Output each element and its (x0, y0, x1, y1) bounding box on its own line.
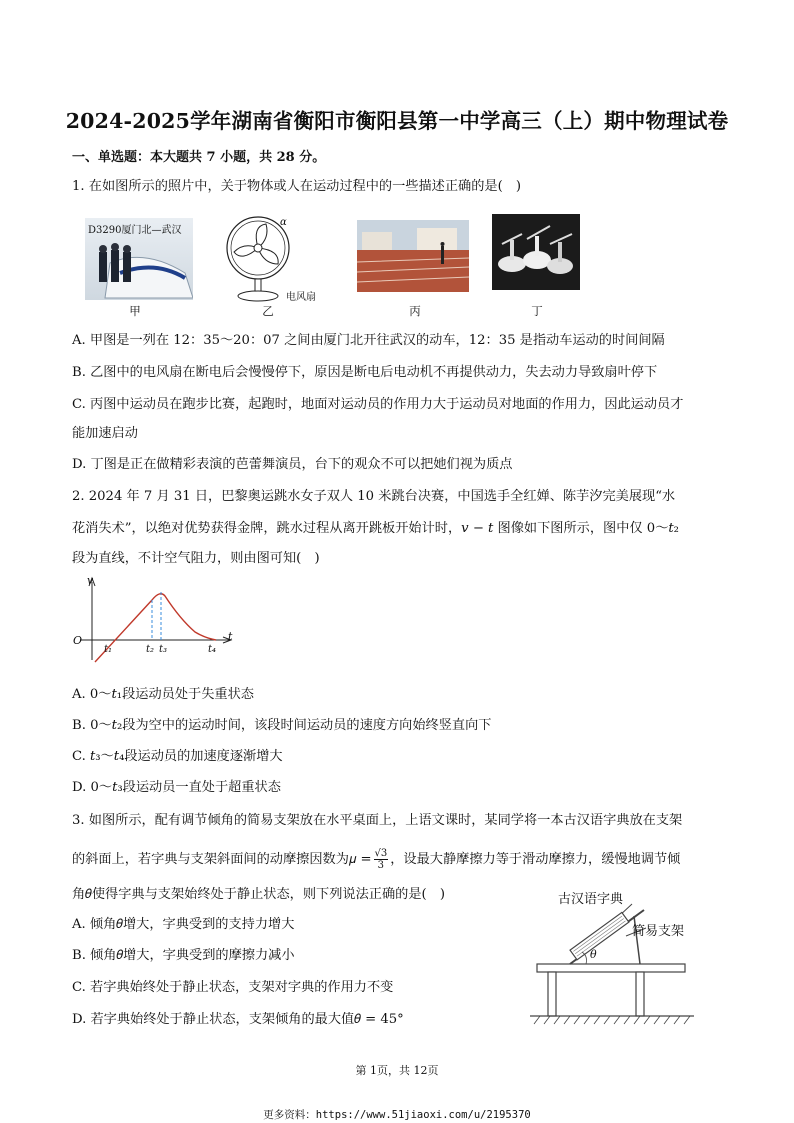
q2-stem-line2: 花消失术”，以绝对优势获得金牌，跳水过程从离开跳板开始计时，𝑣 − 𝑡 图像如下图所示，图中仅 0～𝑡₂ (72, 521, 679, 536)
mu-denominator: 3 (377, 860, 385, 871)
mu-numerator: √3 (374, 848, 388, 859)
graph-origin-label: O (73, 634, 83, 647)
page-title: 2024-2025学年湖南省衡阳市衡阳县第一中学高三（上）期中物理试卷 (65, 109, 729, 133)
q1-option-d: D. 丁图是正在做精彩表演的芭蕾舞演员，台下的观众不可以把她们视为质点 (72, 457, 513, 472)
fan-drawing (222, 214, 326, 304)
q2-stem-line3: 段为直线，不计空气阻力，则由图可知( ) (72, 551, 320, 566)
caption-ding: 丁 (531, 304, 543, 318)
q1-option-b: B. 乙图中的电风扇在断电后会慢慢停下，原因是断电后电动机不再提供动力，失去动力导致扇叶停下 (72, 365, 658, 380)
q2-option-c: C. 𝑡₃～𝑡₄段运动员的加速度逐渐增大 (72, 749, 283, 764)
q3-option-b: B. 倾角𝜃增大，字典受到的摩擦力减小 (72, 948, 295, 963)
graph-t3-label: t₃ (159, 644, 168, 655)
q3-stem-line3: 角𝜃使得字典与支架始终处于静止状态，则下列说法正确的是( ) (72, 887, 446, 902)
fan-label: 电风扇 (286, 292, 316, 303)
label-dictionary: 古汉语字典 (558, 892, 624, 907)
graph-t1-label: t₁ (104, 644, 113, 655)
q3-stem-line1: 3. 如图所示，配有调节倾角的简易支架放在水平桌面上，上语文课时，某同学将一本古汉语字典放在支架 (72, 813, 683, 828)
page-footer: 第 1页，共 12页 (355, 1064, 439, 1077)
caption-jia: 甲 (129, 304, 141, 318)
q3-option-c: C. 若字典始终处于静止状态，支架对字典的作用力不变 (72, 980, 394, 995)
graph-t2-label: t₂ (146, 644, 155, 655)
label-theta: θ (590, 948, 597, 961)
graph-t4-label: t₄ (208, 644, 217, 655)
q3-stem-line2-start: 的斜面上，若字典与支架斜面间的动摩擦因数为𝜇 = (72, 852, 372, 867)
train-sign: D3290厦门北—武汉 (88, 225, 182, 236)
caption-bing: 丙 (409, 304, 421, 318)
graph-v-label: v (87, 574, 94, 587)
section-heading: 一、单选题：本大题共 7 小题，共 28 分。 (72, 150, 326, 165)
q1-option-c-cont: 能加速启动 (72, 426, 138, 441)
q2-option-a: A. 0～𝑡₁段运动员处于失重状态 (72, 687, 254, 702)
train-photo (85, 218, 193, 300)
source-link[interactable]: 更多资料：https://www.51jiaoxi.com/u/2195370 (263, 1109, 531, 1121)
graph-t-label: t (228, 630, 233, 643)
q3-stem-line2 (72, 848, 680, 871)
q2-option-d: D. 0～𝑡₃段运动员一直处于超重状态 (72, 780, 281, 795)
ballet-photo (492, 214, 580, 290)
label-stand: 简易支架 (632, 924, 685, 939)
q1-option-c: C. 丙图中运动员在跑步比赛，起跑时，地面对运动员的作用力大于运动员对地面的作用力，因此运动员才 (72, 397, 684, 412)
q1-stem: 1. 在如图所示的照片中，关于物体或人在运动过程中的一些描述正确的是( ) (72, 179, 522, 194)
q2-stem-line1: 2. 2024 年 7 月 31 日，巴黎奥运跳水女子双人 10 米跳台决赛，中国选手全红婵、陈芋汐完美展现“水 (72, 489, 676, 504)
q1-option-a: A. 甲图是一列在 12：35～20：07 之间由厦门北开往武汉的动车，12：35 是指动车运动的时间间隔 (72, 333, 665, 348)
track-photo (357, 220, 469, 292)
fan-angle-label: α (280, 217, 287, 228)
q3-stem-line2-end: ，设最大静摩擦力等于滑动摩擦力，缓慢地调节倾 (390, 852, 681, 867)
q3-option-d: D. 若字典始终处于静止状态，支架倾角的最大值𝜃 = 45° (72, 1012, 404, 1027)
mu-fraction (374, 848, 389, 871)
caption-yi: 乙 (262, 304, 274, 318)
stand-diagram (522, 884, 702, 1034)
q3-option-a: A. 倾角𝜃增大，字典受到的支持力增大 (72, 917, 295, 932)
vt-graph (70, 574, 240, 666)
q2-option-b: B. 0～𝑡₂段为空中的运动时间，该段时间运动员的速度方向始终竖直向下 (72, 718, 492, 733)
